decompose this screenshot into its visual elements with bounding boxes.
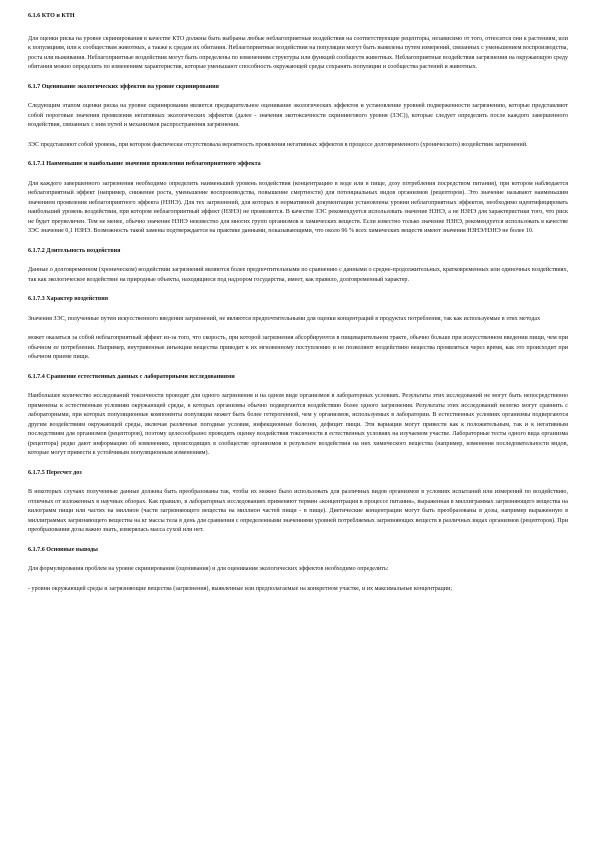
paragraph-zes-definition: ЗЭС представляют собой уровень, при котором фактически отсутствовала вероятность проявления негативных эффектов в процессе долговременного (хронического) воздействия загрязнений.	[28, 141, 528, 148]
paragraph-character-b: может оказаться за собой неблагоприятный эффект из-за того, что скорость, при которой загрязнения абсорбируются в пищеварительном тракте, обычно больше при искусственном введении пищи, чем при обычном ее потреблении. Например, внутривенные инъекции вещества приводят к их мгновенному поступлению и не позволяют воздействию вещества проявляться через время, как это происходит при обычном приеме пищи.	[28, 335, 568, 360]
heading-6-1-7-4: 6.1.7.4 Сравнение естественных данных с лабораторными исследованиями	[28, 373, 235, 380]
paragraph-dose-conversion: В некоторых случаях полученные данные должны быть преобразованы так, чтобы их можно было использовать для различных видов организмов в условиях испытаний или измерений по воздействию, отличных от изложенных в научных обзорах. Как правило, в лабораторных исследованиях применяют термин «концентрация в процессе питания», выраженная в миллиграммах загрязняющего вещества на килограмм пищи или частях на миллион (части загрязняющего вещества на миллион частей пищи - в пище). Диетические концентрации могут быть преобразованы в дозы, например выраженную в миллиграммах загрязняющего вещества на кг массы тела в день для сравнения с определенными значениями уровней потребляемых загрязняющих веществ в различных видах организмов (рецепторов). При преобразовании дозы важно знать, измерялась масса сухой или нет.	[28, 489, 568, 533]
paragraph-kto-selection: Для оценки риска на уровне скринирования в качестве КТО должны быть выбраны любые неблагоприятные воздействия на соответствующие рецепторы, независимо от того, относятся они к растениям, или к популяциям, или к сообществам животных, а также к средам их обитания. Неблагоприятные воздействия на популяции могут быть выявлены путем измерений, связанных с уменьшением воспроизводства, роста или выживания. Неблагоприятные воздействия могут быть определены по изменениям структуры или функций сообществ животных. Неблагоприятные воздействия загрязнения на окружающую среду обитания можно определить по изменениям характеристик, которые уменьшают способность окружающей среды сохранять популяции и сообщества растений и животных.	[28, 35, 568, 70]
heading-6-1-7-5: 6.1.7.5 Пересчет доз	[28, 469, 82, 476]
heading-6-1-7-3: 6.1.7.3 Характер воздействия	[28, 296, 109, 302]
paragraph-lowest-effect: Для каждого завершенного загрязнения необходимо определить наименьший уровень воздействия (концентрацию в воде или в пище, дозу потребления посредством питания), при котором наблюдается неблагоприятный эффект (например, снижение роста, уменьшение воспроизводства, повышение смертности) для потенциальных видов организмов (рецепторов). Это значение называют наименьшим значением проявления неблагоприятного эффекта (НЗНЭ). Для тех загрязнений, для которых в нормативной документации установлены уровни неблагоприятных эффектов, необходимо идентифицировать наибольший уровень воздействия, при котором неблагоприятный эффект (НЗНЭ) не проявляется. В качестве ЗЭС рекомендуется использовать значение НЗНЭ, а не НЗНЭ для характеристики того, что риск не будет преувеличен. Тем не менее, обычно значение НЗНЭ неизвестно для многих групп организмов и химических веществ. Если известно только значение НЗНЭ, рекомендуется использовать в качестве ЗЭС значение 0,1 НЗНЭ. Возможность такой замены подтверждается на практике данными, показывающими, что около 96 % всех химических веществ имеют значения НЗНЭ/НЗНЭ не более 10.	[28, 180, 568, 234]
paragraph-duration: Данные о долговременном (хроническом) воздействии загрязнений являются более предпочтительными по сравнению с данными о средне-продолжительных, кратковременных или одиночных воздействиях, так как экологическое воздействие на природные объекты, находящиеся под надзором государства, имеет, как правило, долговременный характер.	[28, 267, 568, 283]
heading-6-1-6: 6.1.6 КТО и КТН	[28, 13, 75, 19]
paragraph-conclusions: Для формулирования проблем на уровне скринирования (оценивания) и для оценивания экологических эффектов необходимо определить:	[28, 566, 389, 572]
paragraph-lab-comparison: Наибольшее количество исследований токсичности проводят для одного загрязнения и на одном виде организмов в лабораторных условиях. Результаты этих исследований не могут быть непосредственно применены к естественным условиям окружающей среды, в которых организмы обычно подвергаются воздействию более одного загрязнения. Результаты этих исследований нелегко могут сравнить с лабораторными, при которых популяционные компоненты популяции может быть более гетерогенной, чем у организмов, используемых в лаборатории. В естественных условиях организмы подвергаются другим воздействиям окружающей среды, включая различные погодные условия, инфекционные болезни, дефицит пищи. Эти вариации могут привести как к положительным, так и к негативным последствиям для организмов (рецепторов), поэтому целесообразно проводить оценку воздействия токсичности в естественных условиях на изучаемом участке. Лабораторные тесты одного вида организма (рецептора) редко дают информацию об изменениях, происходящих в сообществе организмов в результате воздействия на них химического вещества (например, изменения последовательности видов, которые могут привести к устойчивым популяционным изменениям).	[28, 393, 568, 456]
heading-6-1-7: 6.1.7 Оценивание экологических эффектов на уровне скринирования	[28, 83, 219, 90]
heading-6-1-7-2: 6.1.7.2 Длительность воздействия	[28, 247, 121, 254]
list-item-environment-levels: - уровни окружающей среды и загрязняющие вещества (загрязнения), выявленные или предполагаемые на конкретном участке, и их максимальные концентрации;	[28, 585, 453, 592]
paragraph-character-a: Значения ЗЭС, полученные путем искусственного введения загрязнений, не являются предпочтительными для оценки концентраций в продуктах потребления, так как используемые в этих методах	[28, 315, 541, 322]
document-page	[28, 12, 568, 604]
paragraph-next-stage: Следующим этапом оценки риска на уровне скринирования является предварительное оценивание экологических эффектов и установление уровней подверженности загрязнению, которые представляют собой пороговые значения проявления негативных экологических эффектов (далее - значения экотоксичности скринингового уровня (ЗЭС)), которые следует определить после каждого завершенного воздействия, связанных с ним путей и механизмов распространения загрязнения.	[28, 103, 568, 128]
heading-6-1-7-6: 6.1.7.6 Основные выводы	[28, 546, 98, 553]
heading-6-1-7-1: 6.1.7.1 Наименьшие и наибольшие значения проявления неблагоприятного эффекта	[28, 161, 261, 167]
